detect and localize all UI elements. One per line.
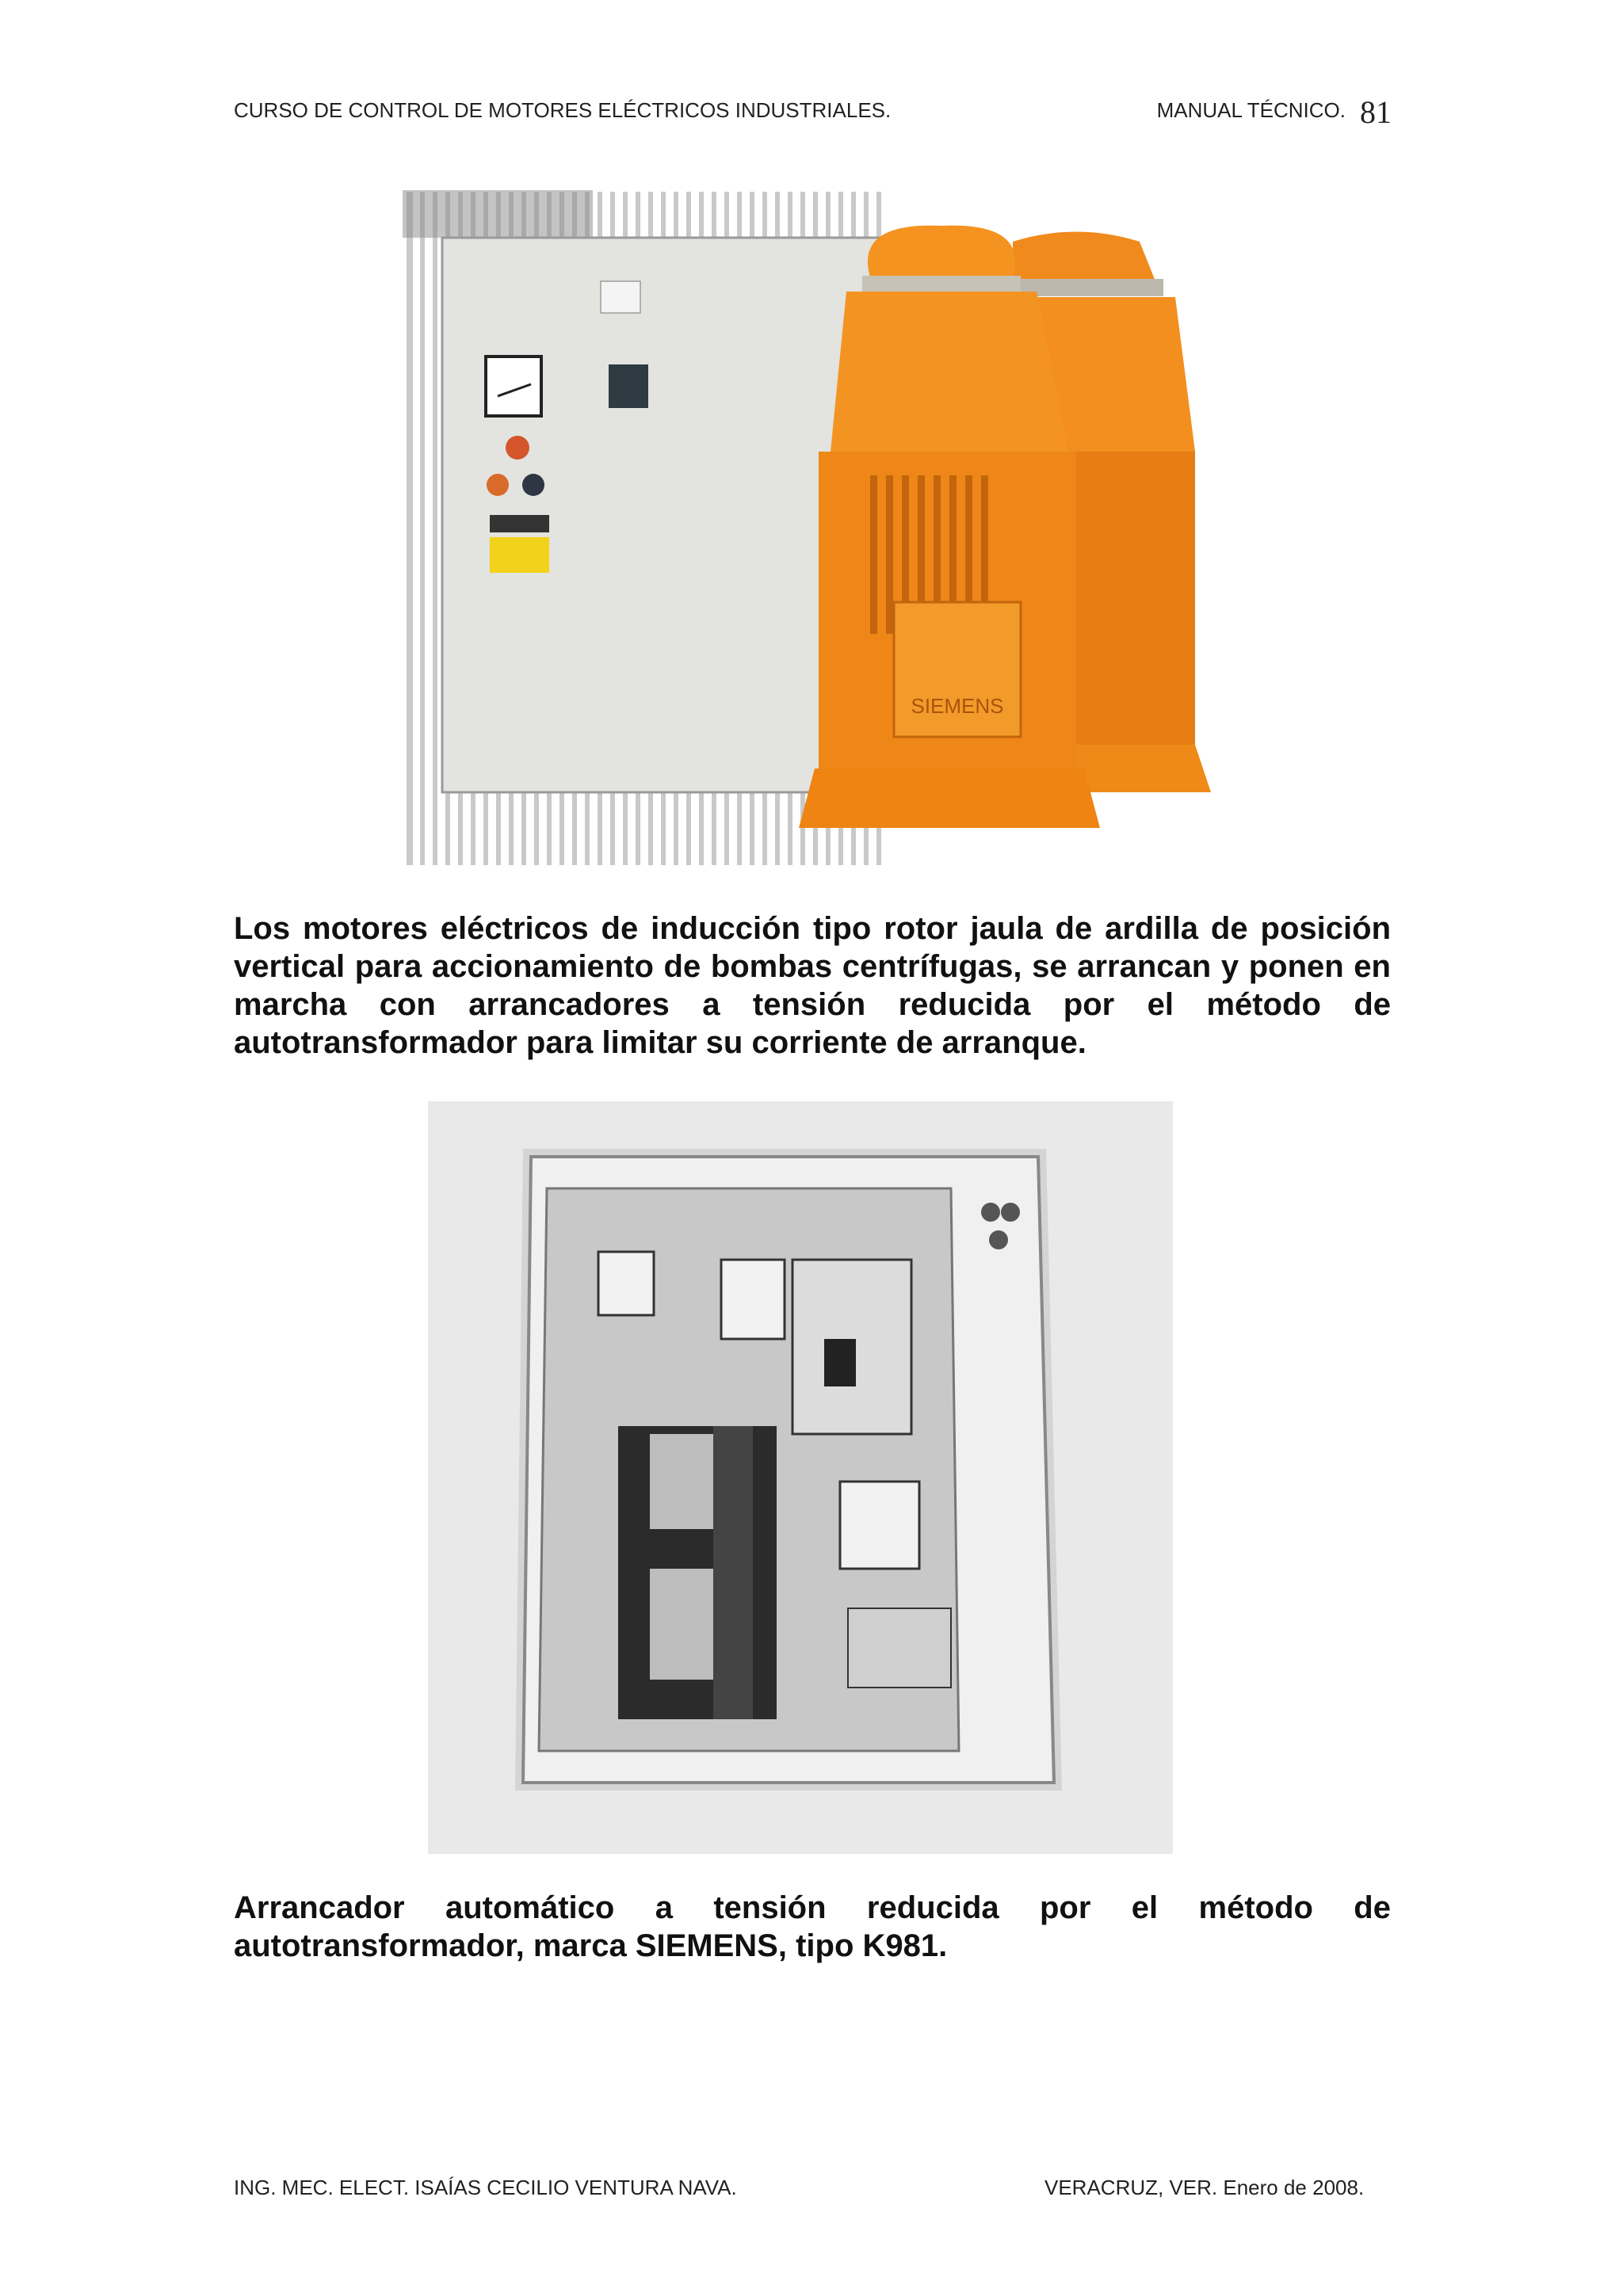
starter-cabinet-photo xyxy=(428,1101,1173,1854)
paragraph-starter: Arrancador automático a tensión reducida por el método de autotransformador, marca SIEMENS, tipo K981. xyxy=(234,1890,1391,1963)
motor-panel-photo xyxy=(403,190,1274,868)
footer-right: VERACRUZ, VER. Enero de 2008. xyxy=(1044,2176,1365,2199)
paragraph-motors: Los motores eléctricos de inducción tipo rotor jaula de ardilla de posición vertical para accionamiento de bombas centrífugas, se arrancan y ponen en marcha con arrancadores a tensión reducida por el método de autotransformador para limitar su corriente de arranque. xyxy=(234,911,1391,1060)
siemens-motor-label: SIEMENS xyxy=(911,694,1004,718)
page-number: 81 xyxy=(1360,94,1392,130)
autotransformer xyxy=(618,1426,777,1719)
header-left: CURSO DE CONTROL DE MOTORES ELÉCTRICOS INDUSTRIALES. xyxy=(234,98,892,122)
footer-left: ING. MEC. ELECT. ISAÍAS CECILIO VENTURA NAVA. xyxy=(234,2176,737,2199)
header-right: MANUAL TÉCNICO. xyxy=(1156,98,1346,122)
